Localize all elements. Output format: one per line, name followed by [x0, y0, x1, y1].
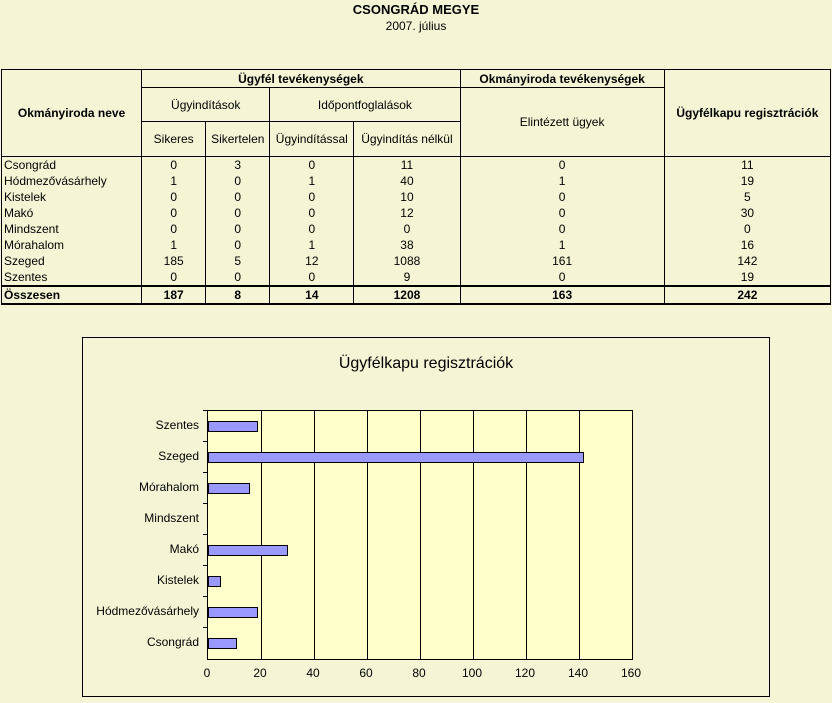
- office-name-cell: Kistelek: [2, 189, 142, 205]
- header-without-initiation: Ügyindítás nélkül: [354, 122, 460, 157]
- value-cell: 0: [270, 205, 354, 221]
- value-cell: 0: [270, 189, 354, 205]
- gridline: [367, 411, 368, 659]
- y-category-label: Mórahalom: [138, 479, 199, 494]
- total-cell: 1208: [354, 286, 460, 304]
- header-unsuccessful: Sikertelen: [206, 122, 270, 157]
- y-tick: [203, 472, 207, 473]
- office-name-cell: Szentes: [2, 269, 142, 286]
- header-registrations: Ügyfélkapu regisztrációk: [664, 70, 830, 157]
- total-label: Összesen: [2, 286, 142, 304]
- value-cell: 1088: [354, 253, 460, 269]
- value-cell: 0: [206, 237, 270, 253]
- y-category-label: Kistelek: [156, 572, 199, 587]
- x-tick-label: 40: [306, 666, 320, 680]
- value-cell: 9: [354, 269, 460, 286]
- office-name-cell: Szeged: [2, 253, 142, 269]
- y-category-label: Hódmezővásárhely: [96, 603, 199, 618]
- value-cell: 0: [270, 269, 354, 286]
- total-cell: 187: [142, 286, 206, 304]
- chart-title: Ügyfélkapu regisztrációk: [338, 355, 514, 372]
- total-row: [2, 286, 831, 304]
- value-cell: 0: [206, 189, 270, 205]
- value-cell: 161: [460, 253, 664, 269]
- y-tick: [203, 441, 207, 442]
- bar: [208, 483, 250, 494]
- gridline: [261, 411, 262, 659]
- header-appointments: Időpontfoglalások: [270, 88, 460, 122]
- y-category-label: Mindszent: [144, 510, 199, 525]
- value-cell: 1: [270, 237, 354, 253]
- header-office-name: Okmányiroda neve: [2, 70, 142, 157]
- page-title: CSONGRÁD MEGYE: [352, 2, 480, 17]
- chart-area: [82, 337, 770, 697]
- table-row: [2, 173, 831, 189]
- value-cell: 0: [460, 205, 664, 221]
- y-tick: [203, 410, 207, 411]
- header-handled-cases: Elintézett ügyek: [460, 88, 664, 157]
- y-category-label: Szentes: [155, 417, 199, 432]
- x-tick-label: 80: [412, 666, 426, 680]
- y-category-label: Szeged: [158, 448, 199, 463]
- total-cell: 242: [664, 286, 830, 304]
- value-cell: 3: [206, 157, 270, 174]
- value-cell: 0: [206, 269, 270, 286]
- value-cell: 0: [142, 205, 206, 221]
- value-cell: 12: [270, 253, 354, 269]
- value-cell: 16: [664, 237, 830, 253]
- header-successful: Sikeres: [142, 122, 206, 157]
- x-tick-label: 100: [461, 666, 483, 680]
- header-client-activities: Ügyfél tevékenységek: [142, 70, 460, 88]
- office-name-cell: Hódmezővásárhely: [2, 173, 142, 189]
- value-cell: 0: [354, 221, 460, 237]
- value-cell: 38: [354, 237, 460, 253]
- value-cell: 1: [460, 237, 664, 253]
- header-with-initiation: Ügyindítással: [270, 122, 354, 157]
- value-cell: 0: [206, 173, 270, 189]
- value-cell: 142: [664, 253, 830, 269]
- y-category-label: Csongrád: [146, 634, 199, 649]
- value-cell: 0: [142, 269, 206, 286]
- header-initiations: Ügyindítások: [142, 88, 270, 122]
- x-tick-label: 20: [253, 666, 267, 680]
- value-cell: 0: [142, 221, 206, 237]
- total-cell: 14: [270, 286, 354, 304]
- x-tick-label: 120: [514, 666, 536, 680]
- y-tick: [203, 627, 207, 628]
- value-cell: 11: [664, 157, 830, 174]
- table-row: [2, 269, 831, 286]
- table-row: [2, 157, 831, 174]
- x-tick-label: 0: [203, 666, 211, 680]
- value-cell: 30: [664, 205, 830, 221]
- y-tick: [203, 596, 207, 597]
- value-cell: 0: [664, 221, 830, 237]
- value-cell: 0: [270, 221, 354, 237]
- value-cell: 1: [142, 237, 206, 253]
- value-cell: 0: [206, 205, 270, 221]
- bar: [208, 545, 288, 556]
- value-cell: 11: [354, 157, 460, 174]
- value-cell: 0: [206, 221, 270, 237]
- total-cell: 8: [206, 286, 270, 304]
- value-cell: 0: [460, 269, 664, 286]
- header-office-activities: Okmányiroda tevékenységek: [460, 70, 664, 88]
- table-row: [2, 237, 831, 253]
- value-cell: 19: [664, 269, 830, 286]
- value-cell: 5: [206, 253, 270, 269]
- value-cell: 19: [664, 173, 830, 189]
- x-tick-label: 140: [567, 666, 589, 680]
- gridline: [314, 411, 315, 659]
- value-cell: 0: [270, 157, 354, 174]
- bar: [208, 607, 258, 618]
- value-cell: 10: [354, 189, 460, 205]
- statistics-table: [1, 69, 831, 305]
- y-category-label: Makó: [169, 541, 199, 556]
- office-name-cell: Csongrád: [2, 157, 142, 174]
- y-tick: [203, 503, 207, 504]
- value-cell: 185: [142, 253, 206, 269]
- office-name-cell: Mindszent: [2, 221, 142, 237]
- gridline: [473, 411, 474, 659]
- gridline: [526, 411, 527, 659]
- value-cell: 0: [142, 189, 206, 205]
- x-tick-label: 160: [620, 666, 642, 680]
- page-subtitle: 2007. július: [385, 19, 447, 33]
- plot-area: [207, 410, 633, 660]
- gridline: [420, 411, 421, 659]
- bar: [208, 576, 221, 587]
- y-tick: [203, 534, 207, 535]
- x-tick-label: 60: [359, 666, 373, 680]
- value-cell: 1: [460, 173, 664, 189]
- value-cell: 0: [142, 157, 206, 174]
- value-cell: 1: [142, 173, 206, 189]
- bar: [208, 638, 237, 649]
- table-row: [2, 221, 831, 237]
- total-cell: 163: [460, 286, 664, 304]
- gridline: [579, 411, 580, 659]
- value-cell: 40: [354, 173, 460, 189]
- value-cell: 0: [460, 157, 664, 174]
- value-cell: 12: [354, 205, 460, 221]
- y-tick: [203, 565, 207, 566]
- office-name-cell: Makó: [2, 205, 142, 221]
- table-row: [2, 189, 831, 205]
- table-row: [2, 205, 831, 221]
- value-cell: 5: [664, 189, 830, 205]
- value-cell: 0: [460, 189, 664, 205]
- bar: [208, 421, 258, 432]
- office-name-cell: Mórahalom: [2, 237, 142, 253]
- value-cell: 1: [270, 173, 354, 189]
- bar: [208, 452, 584, 463]
- value-cell: 0: [460, 221, 664, 237]
- table-row: [2, 253, 831, 269]
